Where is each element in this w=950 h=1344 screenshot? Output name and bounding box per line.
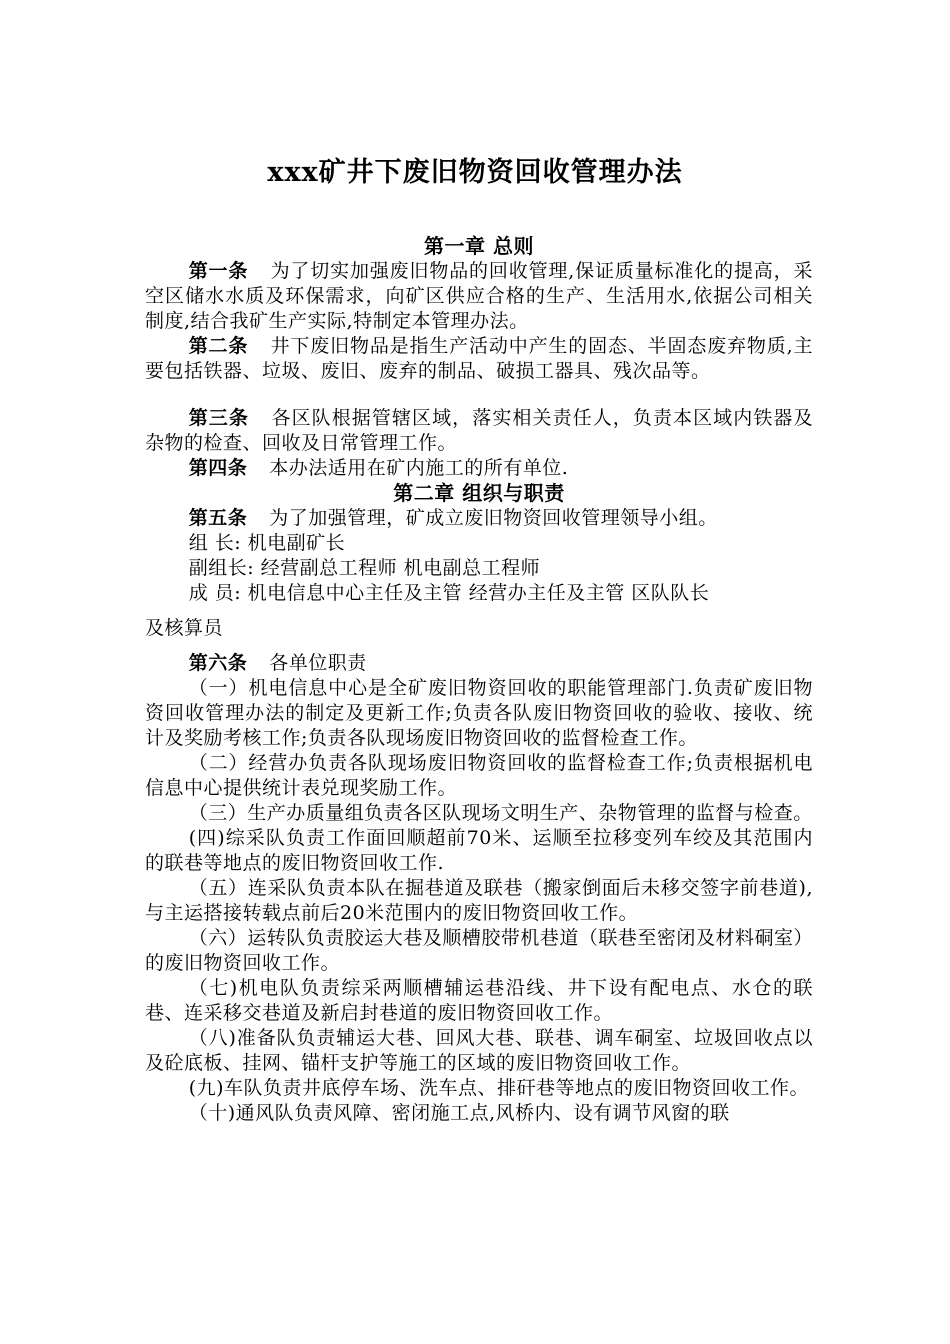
duty-item: (四)综采队负责工作面回顺超前70米、运顺至拉移变列车绞及其范围内的联巷等地点的废旧物资回收工作. xyxy=(145,827,813,874)
article-3-text: 各区队根据管辖区域，落实相关责任人，负责本区域内铁器及杂物的检查、回收及日常管理工作。 xyxy=(145,407,813,454)
chapter-1-heading: 第一章 总则 xyxy=(424,234,534,258)
article-4-text: 本办法适用在矿内施工的所有单位. xyxy=(269,457,569,479)
duty-item: （七)机电队负责综采两顺槽辅运巷沿线、井下设有配电点、水仓的联巷、连采移交巷道及新启封巷道的废旧物资回收工作。 xyxy=(145,977,813,1024)
duty-item: （一）机电信息中心是全矿废旧物资回收的职能管理部门.负责矿废旧物资回收管理办法的制定及更新工作;负责各队废旧物资回收的验收、接收、统计及奖励考核工作;负责各队现场废旧物资回收的监督检查工作。 xyxy=(145,677,813,749)
duty-item: （六）运转队负责胶运大巷及顺槽胶带机巷道（联巷至密闭及材料硐室）的废旧物资回收工作。 xyxy=(145,927,813,974)
article-1-text: 为了切实加强废旧物品的回收管理,保证质量标准化的提高，采空区储水水质及环保需求，向矿区供应合格的生产、生活用水,依据公司相关制度,结合我矿生产实际,特制定本管理办法。 xyxy=(145,260,813,332)
document-body xyxy=(145,234,813,1126)
article-5 xyxy=(145,506,813,531)
article-2 xyxy=(145,334,813,384)
article-4-label: 第四条 xyxy=(188,457,248,479)
article-5-text: 为了加强管理，矿成立废旧物资回收管理领导小组。 xyxy=(269,507,718,529)
article-1 xyxy=(145,259,813,334)
duty-item: （八)准备队负责辅运大巷、回风大巷、联巷、调车硐室、垃圾回收点以及砼底板、挂网、锚杆支护等施工的区域的废旧物资回收工作。 xyxy=(145,1027,813,1074)
document-title: xxx矿井下废旧物资回收管理办法 xyxy=(267,157,683,188)
members-line: 成 员: 机电信息中心主任及主管 经营办主任及主管 区队队长 xyxy=(188,582,710,604)
group-leader-line: 组 长: 机电副矿长 xyxy=(188,532,346,554)
article-4 xyxy=(145,456,813,481)
article-6-text: 各单位职责 xyxy=(269,652,367,674)
article-3-label: 第三条 xyxy=(188,407,249,429)
article-2-text: 井下废旧物品是指生产活动中产生的固态、半固态废弃物质,主要包括铁器、垃圾、废旧、废弃的制品、破损工器具、残次品等。 xyxy=(145,335,813,382)
article-6-label: 第六条 xyxy=(188,652,248,674)
article-1-label: 第一条 xyxy=(188,260,249,282)
deputy-leader-line: 副组长: 经营副总工程师 机电副总工程师 xyxy=(188,557,541,579)
members-line-continued: 及核算员 xyxy=(145,617,224,639)
article-6 xyxy=(145,651,813,676)
duty-item: （三）生产办质量组负责各区队现场文明生产、杂物管理的监督与检查。 xyxy=(188,802,813,824)
duty-item: （十)通风队负责风障、密闭施工点,风桥内、设有调节风窗的联 xyxy=(188,1102,730,1124)
article-3 xyxy=(145,406,813,456)
article-5-label: 第五条 xyxy=(188,507,248,529)
article-2-label: 第二条 xyxy=(188,335,249,357)
duty-item: (九)车队负责井底停车场、洗车点、排矸巷等地点的废旧物资回收工作。 xyxy=(188,1077,810,1099)
chapter-2-heading: 第二章 组织与职责 xyxy=(393,481,565,505)
duty-item: （二）经营办负责各队现场废旧物资回收的监督检查工作;负责根据机电信息中心提供统计表兑现奖励工作。 xyxy=(145,752,813,799)
duty-item: （五）连采队负责本队在掘巷道及联巷（搬家倒面后未移交签字前巷道),与主运搭接转载点前后20米范围内的废旧物资回收工作。 xyxy=(145,877,813,924)
